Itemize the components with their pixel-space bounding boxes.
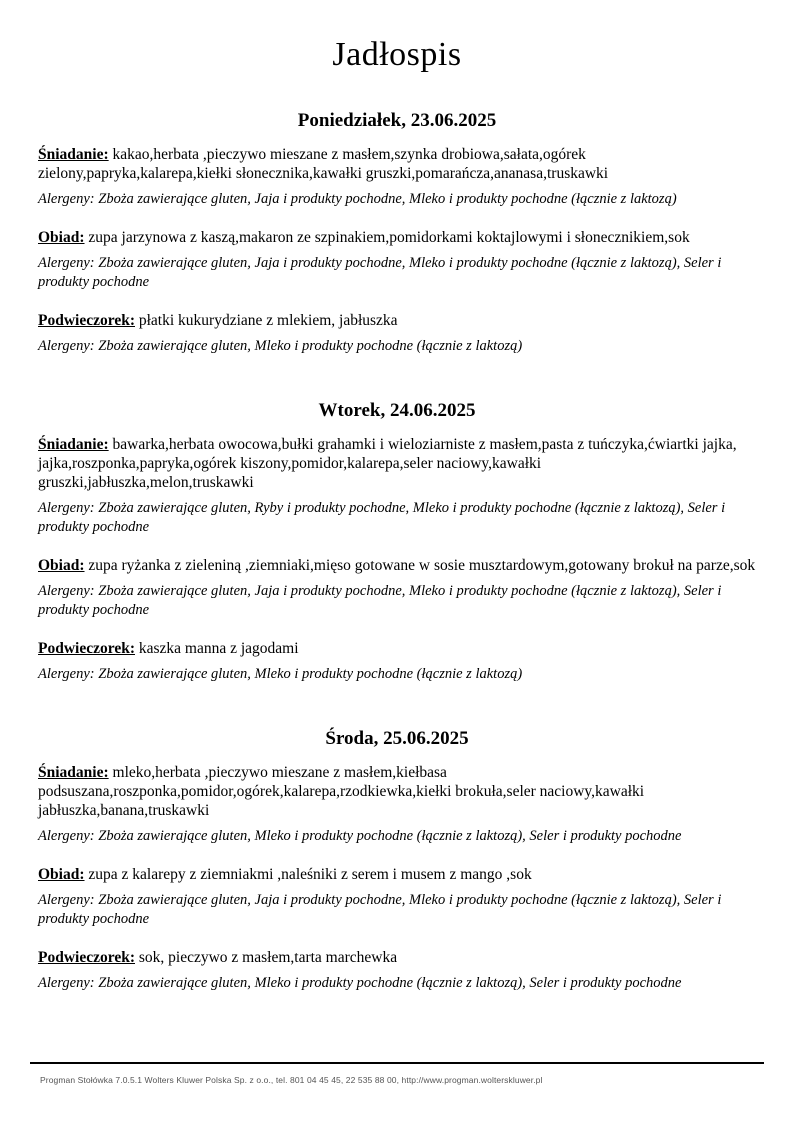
meal-description: [38, 865, 756, 884]
meal-breakfast: [38, 145, 756, 209]
meal-items: sok, pieczywo z masłem,tarta marchewka: [138, 949, 398, 966]
meal-description: [38, 435, 756, 492]
meal-description: [38, 763, 756, 820]
meal-items: płatki kukurydziane z mlekiem, jabłuszka: [138, 312, 398, 329]
meal-lunch: [38, 865, 756, 929]
allergen-note: Alergeny: Zboża zawierające gluten, Mleko i produkty pochodne (łącznie z laktozą), Seler i produkty pochodne: [38, 975, 682, 991]
meal-label: Obiad:: [38, 229, 85, 246]
meal-items: kakao,herbata ,pieczywo mieszane z masłem,szynka drobiowa,sałata,ogórek zielony,papryka,kalarepa,kiełki słonecznika,kawałki gruszki,pomarańcza,ananasa,truskawki: [38, 146, 609, 182]
day-section-tuesday: [38, 400, 756, 684]
meal-lunch: [38, 556, 756, 620]
day-header: Wtorek, 24.06.2025: [318, 400, 476, 421]
allergen-note: Alergeny: Zboża zawierające gluten, Jaja i produkty pochodne, Mleko i produkty pochodne (łącznie z laktozą), Seler i produkty pochodne: [38, 255, 722, 290]
allergen-note: Alergeny: Zboża zawierające gluten, Mleko i produkty pochodne (łącznie z laktozą), Seler i produkty pochodne: [38, 828, 682, 844]
meal-items: zupa ryżanka z zieleniną ,ziemniaki,mięso gotowane w sosie musztardowym,gotowany brokuł na parze,sok: [88, 557, 756, 574]
meal-label: Podwieczorek:: [38, 312, 135, 329]
meal-items: bawarka,herbata owocowa,bułki grahamki i wieloziarniste z masłem,pasta z tuńczyka,ćwiartki jajka, jajka,roszponka,papryka,ogórek kiszony,pomidor,kalarepa,seler naciowy,kawałki gruszki,jabłuszka,melon,truskawki: [38, 436, 737, 491]
meal-snack: [38, 639, 756, 684]
allergen-note: Alergeny: Zboża zawierające gluten, Mleko i produkty pochodne (łącznie z laktozą): [38, 338, 523, 354]
meal-label: Podwieczorek:: [38, 640, 135, 657]
allergen-note: Alergeny: Zboża zawierające gluten, Jaja i produkty pochodne, Mleko i produkty pochodne (łącznie z laktozą), Seler i produkty pochodne: [38, 892, 722, 927]
meal-description: [38, 556, 756, 575]
meal-label: Obiad:: [38, 866, 85, 883]
page-footer: [30, 1062, 764, 1088]
allergen-note: Alergeny: Zboża zawierające gluten, Ryby i produkty pochodne, Mleko i produkty pochodne (łącznie z laktozą), Seler i produkty pochodne: [38, 500, 726, 535]
meal-breakfast: [38, 435, 756, 537]
meal-description: [38, 639, 756, 658]
meal-description: [38, 228, 756, 247]
allergen-note: Alergeny: Zboża zawierające gluten, Jaja i produkty pochodne, Mleko i produkty pochodne (łącznie z laktozą): [38, 191, 677, 207]
meal-label: Podwieczorek:: [38, 949, 135, 966]
footer-app-info: Progman Stołówka 7.0.5.1 Wolters Kluwer Polska Sp. z o.o., tel. 801 04 45 45, 22 535 88 00, http://www.progman.wolterskluwer.pl: [40, 1075, 543, 1085]
meal-items: mleko,herbata ,pieczywo mieszane z masłem,kiełbasa podsuszana,roszponka,pomidor,ogórek,kalarepa,rzodkiewka,kiełki brokuła,seler naciowy,kawałki jabłuszka,banana,truskawki: [38, 764, 645, 819]
meal-items: kaszka manna z jagodami: [138, 640, 299, 657]
meal-items: zupa z kalarepy z ziemniakmi ,naleśniki z serem i musem z mango ,sok: [88, 866, 532, 883]
meal-label: Śniadanie:: [38, 436, 109, 453]
day-section-wednesday: [38, 728, 756, 993]
meal-snack: [38, 311, 756, 356]
meal-label: Śniadanie:: [38, 146, 109, 163]
meal-items: zupa jarzynowa z kaszą,makaron ze szpinakiem,pomidorkami koktajlowymi i słonecznikiem,sok: [88, 229, 690, 246]
meal-label: Obiad:: [38, 557, 85, 574]
day-header: Poniedziałek, 23.06.2025: [297, 110, 497, 131]
meal-snack: [38, 948, 756, 993]
meal-label: Śniadanie:: [38, 764, 109, 781]
allergen-note: Alergeny: Zboża zawierające gluten, Jaja i produkty pochodne, Mleko i produkty pochodne (łącznie z laktozą), Seler i produkty pochodne: [38, 583, 722, 618]
meal-breakfast: [38, 763, 756, 846]
allergen-note: Alergeny: Zboża zawierające gluten, Mleko i produkty pochodne (łącznie z laktozą): [38, 666, 523, 682]
meal-description: [38, 145, 756, 183]
meal-description: [38, 948, 756, 967]
meal-description: [38, 311, 756, 330]
page-title: Jadłospis: [332, 36, 462, 73]
day-header: Środa, 25.06.2025: [325, 728, 469, 749]
day-section-monday: [38, 110, 756, 356]
meal-lunch: [38, 228, 756, 292]
